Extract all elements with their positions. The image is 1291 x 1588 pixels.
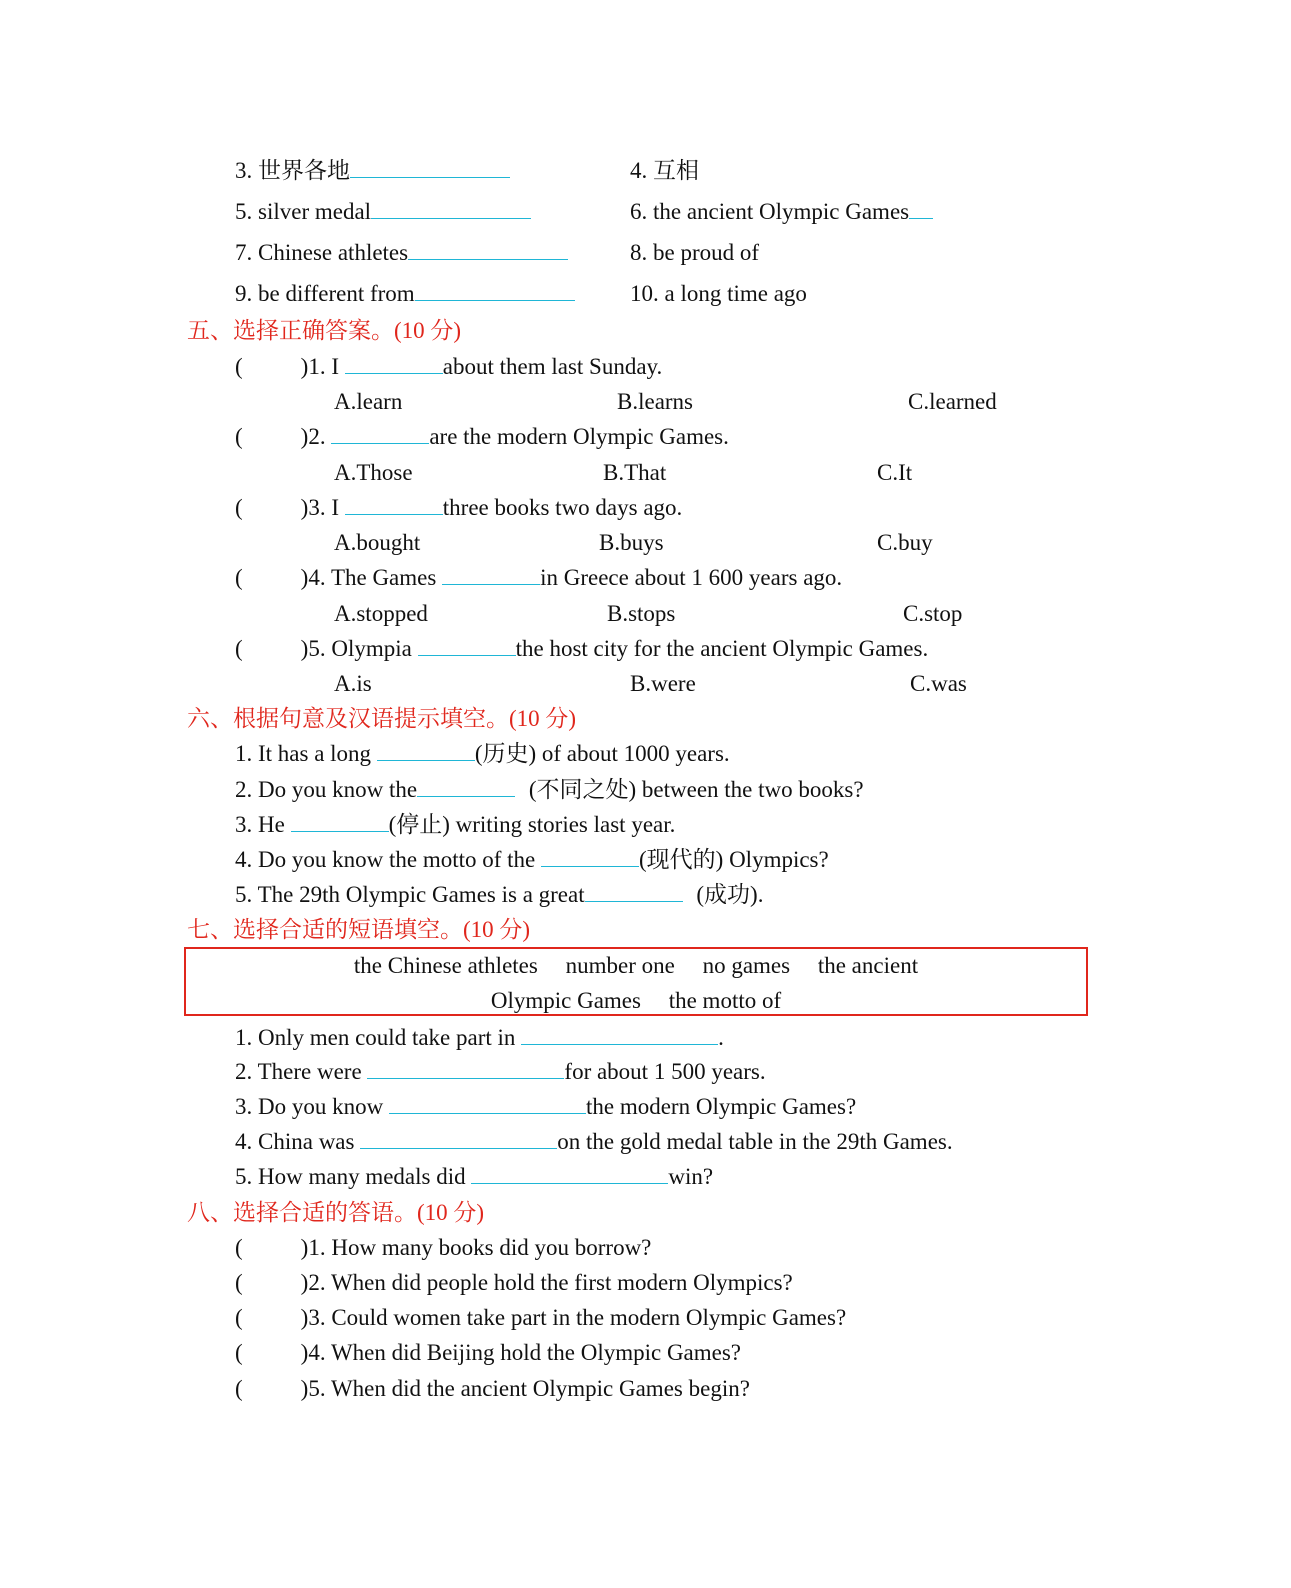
question-line: ( )5. When did the ancient Olympic Games begin? [235, 1376, 750, 1401]
question-line: ( )5. Olympia the host city for the ancient Olympic Games. [235, 636, 929, 661]
vocab-item: 7. Chinese athletes [235, 239, 568, 267]
answer-blank[interactable] [585, 881, 683, 902]
fill-item: 2. Do you know the (不同之处) between the two books? [235, 777, 864, 802]
fill-item: 1. Only men could take part in . [235, 1025, 724, 1050]
option[interactable]: C.was [910, 671, 967, 696]
question-line: ( )2. are the modern Olympic Games. [235, 424, 729, 449]
fill-item: 1. It has a long (历史) of about 1000 years. [235, 741, 730, 766]
option[interactable]: B.stops [607, 601, 676, 626]
answer-blank[interactable] [345, 353, 443, 374]
phrase-row [186, 952, 1086, 980]
answer-blank[interactable] [521, 1024, 718, 1045]
answer-blank[interactable] [345, 494, 443, 515]
answer-blank[interactable] [418, 635, 516, 656]
answer-blank[interactable] [350, 157, 510, 178]
fill-item: 5. The 29th Olympic Games is a great (成功). [235, 882, 764, 907]
option[interactable]: A.learn [334, 389, 403, 414]
phrase-chip[interactable]: no games [702, 953, 791, 978]
answer-blank[interactable] [408, 239, 568, 260]
answer-blank[interactable] [291, 811, 389, 832]
question-line: ( )4. The Games in Greece about 1 600 years ago. [235, 565, 843, 590]
option[interactable]: A.Those [334, 460, 413, 485]
answer-blank[interactable] [415, 280, 575, 301]
phrase-chip[interactable]: the Chinese athletes [353, 953, 538, 978]
question-line: ( )2. When did people hold the first modern Olympics? [235, 1270, 793, 1295]
vocab-item: 3. 世界各地 [235, 157, 510, 185]
vocab-item: 4. 互相 [630, 158, 699, 183]
phrase-chip[interactable]: the motto of [668, 988, 782, 1013]
answer-blank[interactable] [909, 198, 933, 219]
phrase-chip[interactable]: Olympic Games [490, 988, 641, 1013]
answer-blank[interactable] [377, 740, 475, 761]
section-title: 七、选择合适的短语填空。(10 分) [187, 917, 531, 942]
question-line: ( )3. I three books two days ago. [235, 495, 683, 520]
answer-blank[interactable] [367, 1058, 564, 1079]
fill-item: 2. There were for about 1 500 years. [235, 1059, 766, 1084]
option[interactable]: A.bought [334, 530, 421, 555]
option[interactable]: B.learns [617, 389, 694, 414]
fill-item: 4. Do you know the motto of the (现代的) Olympics? [235, 847, 829, 872]
vocab-item: 8. be proud of [630, 240, 760, 265]
fill-item: 4. China was on the gold medal table in the 29th Games. [235, 1129, 953, 1154]
answer-blank[interactable] [417, 776, 515, 797]
vocab-item: 6. the ancient Olympic Games [630, 198, 933, 226]
answer-blank[interactable] [331, 423, 429, 444]
vocab-item: 9. be different from [235, 280, 575, 308]
phrase-chip[interactable]: the ancient [817, 953, 919, 978]
answer-blank[interactable] [442, 564, 540, 585]
question-line: ( )1. I about them last Sunday. [235, 354, 663, 379]
question-line: ( )4. When did Beijing hold the Olympic Games? [235, 1340, 742, 1365]
phrase-chip[interactable]: number one [565, 953, 675, 978]
fill-item: 3. Do you know the modern Olympic Games? [235, 1094, 857, 1119]
option[interactable]: B.were [630, 671, 696, 696]
section-title: 八、选择合适的答语。(10 分) [187, 1200, 485, 1225]
phrase-bank [184, 947, 1088, 1016]
option[interactable]: B.That [603, 460, 667, 485]
question-line: ( )3. Could women take part in the modern Olympic Games? [235, 1305, 847, 1330]
vocab-item: 5. silver medal [235, 198, 531, 226]
answer-blank[interactable] [541, 846, 639, 867]
question-line: ( )1. How many books did you borrow? [235, 1235, 652, 1260]
fill-item: 3. He (停止) writing stories last year. [235, 812, 676, 837]
answer-blank[interactable] [371, 198, 531, 219]
answer-blank[interactable] [389, 1093, 586, 1114]
phrase-row [186, 987, 1086, 1015]
answer-blank[interactable] [471, 1163, 668, 1184]
option[interactable]: C.learned [908, 389, 997, 414]
section-title: 五、选择正确答案。(10 分) [187, 318, 462, 343]
vocab-item: 10. a long time ago [630, 281, 807, 306]
option[interactable]: A.is [334, 671, 372, 696]
option[interactable]: C.It [877, 460, 913, 485]
option[interactable]: C.stop [903, 601, 963, 626]
option[interactable]: A.stopped [334, 601, 428, 626]
fill-item: 5. How many medals did win? [235, 1164, 714, 1189]
answer-blank[interactable] [360, 1128, 557, 1149]
section-title: 六、根据句意及汉语提示填空。(10 分) [187, 706, 577, 731]
option[interactable]: B.buys [599, 530, 664, 555]
option[interactable]: C.buy [877, 530, 933, 555]
